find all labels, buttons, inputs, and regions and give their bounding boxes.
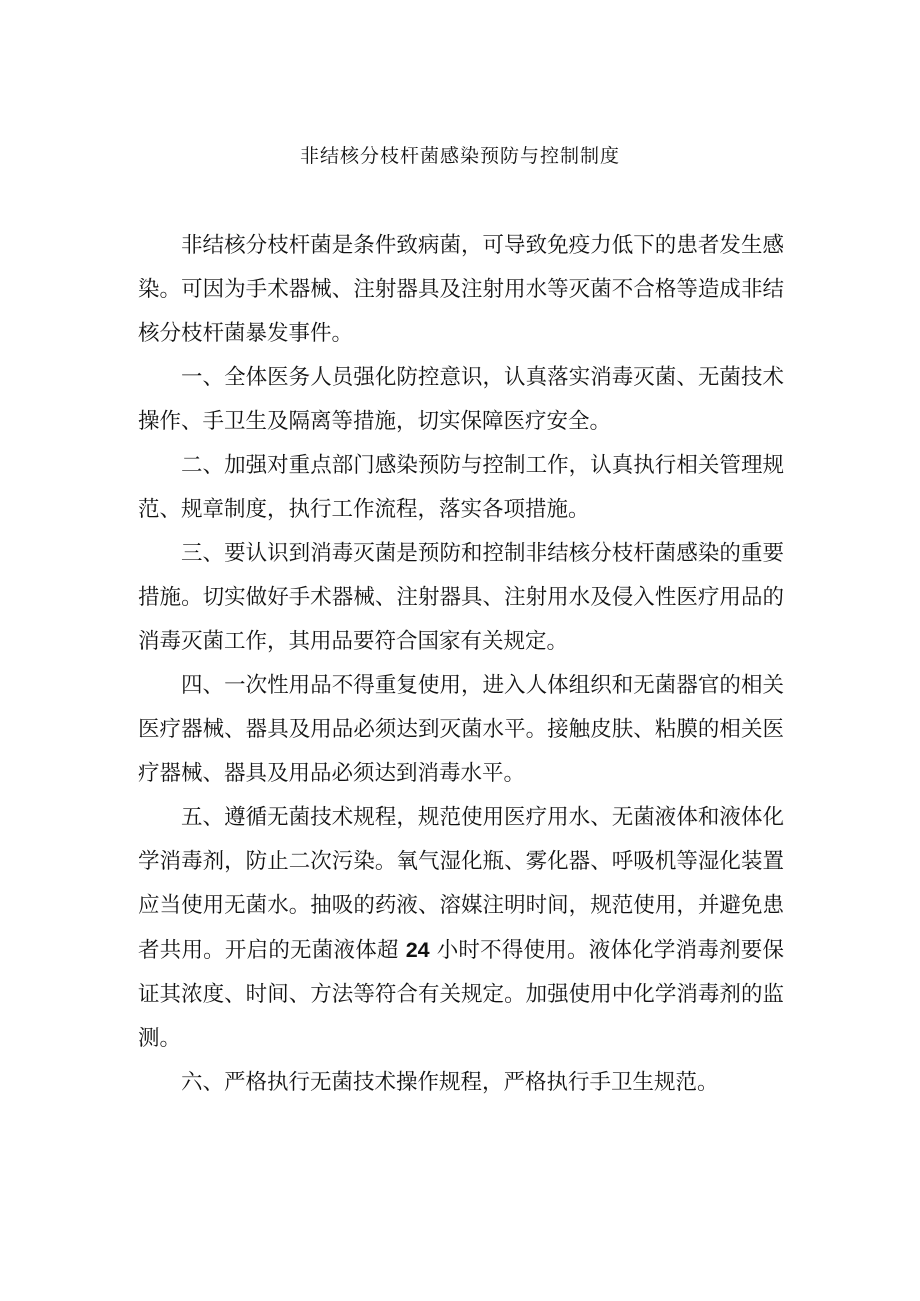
paragraph-item-5 <box>138 796 784 1061</box>
paragraph-intro: 非结核分枝杆菌是条件致病菌，可导致免疫力低下的患者发生感染。可因为手术器械、注射器具及注射用水等灭菌不合格等造成非结核分枝杆菌暴发事件。 <box>138 233 784 346</box>
paragraph-item-5-text-a: 五、遵循无菌技术规程，规范使用医疗用水、无菌液体和液体化学消毒剂，防止二次污染。氧气湿化瓶、雾化器、呼吸机等湿化装置应当使用无菌水。抽吸的药液、溶媒注明时间，规范使用，并避免患者共用。开启的无菌液体超 <box>138 805 784 963</box>
paragraph-item-1: 一、全体医务人员强化防控意识，认真落实消毒灭菌、无菌技术操作、手卫生及隔离等措施，切实保障医疗安全。 <box>138 365 784 434</box>
paragraph-item-4: 四、一次性用品不得重复使用，进入人体组织和无菌器官的相关医疗器械、器具及用品必须达到灭菌水平。接触皮肤、粘膜的相关医疗器械、器具及用品必须达到消毒水平。 <box>138 673 784 786</box>
paragraph-item-5-text-b: 小时不得使用。液体化学消毒剂要保证其浓度、时间、方法等符合有关规定。加强使用中化学消毒剂的监测。 <box>138 938 784 1051</box>
document-body <box>138 224 784 1105</box>
paragraph-item-6: 六、严格执行无菌技术操作规程，严格执行手卫生规范。 <box>181 1070 719 1095</box>
paragraph-item-5-hours: 24 <box>405 938 430 962</box>
paragraph-item-2: 二、加强对重点部门感染预防与控制工作，认真执行相关管理规范、规章制度，执行工作流程，落实各项措施。 <box>138 453 784 522</box>
document-title: 非结核分枝杆菌感染预防与控制制度 <box>299 145 620 167</box>
paragraph-item-3: 三、要认识到消毒灭菌是预防和控制非结核分枝杆菌感染的重要措施。切实做好手术器械、注射器具、注射用水及侵入性医疗用品的消毒灭菌工作，其用品要符合国家有关规定。 <box>138 541 784 654</box>
